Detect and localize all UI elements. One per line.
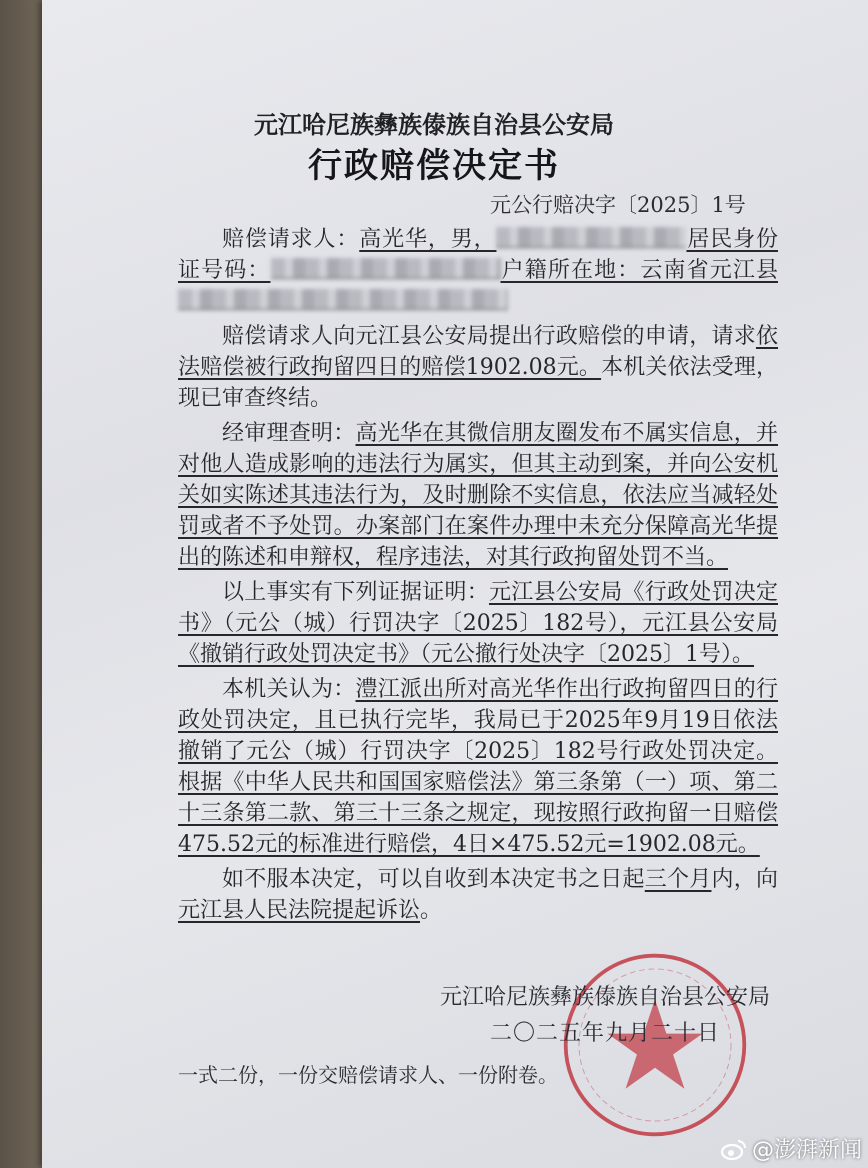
weibo-icon bbox=[720, 1138, 748, 1160]
signature-date: 二〇二五年九月二十日 bbox=[490, 1021, 721, 1046]
text: 本机关依法受理，现已审查终结。 bbox=[178, 355, 778, 411]
underlined-text: 三个月 bbox=[644, 867, 712, 892]
text: 本机关认为： bbox=[222, 677, 356, 702]
claimant-label: 赔偿请求人： bbox=[222, 227, 360, 252]
findings-paragraph bbox=[178, 418, 778, 573]
decision-paragraph bbox=[178, 674, 778, 860]
claimant-name: 高光华，男， bbox=[359, 227, 497, 252]
underlined-text: 元江县人民法院提起诉讼 bbox=[178, 898, 421, 923]
request-paragraph bbox=[178, 321, 778, 414]
watermark bbox=[720, 1133, 862, 1164]
redacted-info bbox=[496, 227, 686, 248]
evidence-paragraph bbox=[178, 577, 778, 670]
claimant-paragraph bbox=[178, 224, 778, 317]
document-number: 元公行赔决字〔2025〕1号 bbox=[490, 193, 746, 217]
underlined-text: 元江县公安局《行政处罚决定书》（元公（城）行罚决字〔2025〕182号），元江县公安局《撤销行政处罚决定书》（元公撤行处决字〔2025〕1号）。 bbox=[178, 580, 778, 667]
text: 。 bbox=[420, 898, 443, 923]
appeal-paragraph bbox=[178, 864, 778, 926]
text: 如不服本决定，可以自收到本决定书之日起 bbox=[222, 867, 645, 892]
text: 以上事实有下列证据证明： bbox=[222, 580, 489, 605]
issuer-heading: 元江哈尼族彝族傣族自治县公安局 bbox=[254, 110, 614, 139]
redacted-id bbox=[271, 258, 501, 279]
document-title: 行政赔偿决定书 bbox=[308, 146, 560, 186]
redacted-address bbox=[178, 289, 508, 310]
text: 经审理查明： bbox=[222, 421, 356, 446]
signature-issuer: 元江哈尼族彝族傣族自治县公安局 bbox=[440, 985, 771, 1010]
residence-label: 户籍所在地：云南省元江县 bbox=[500, 258, 778, 283]
watermark-text: @澎湃新闻 bbox=[751, 1138, 862, 1163]
underlined-text: 依法赔偿被行政拘留四日的赔偿1902.08元。 bbox=[178, 324, 778, 380]
document-body bbox=[178, 224, 778, 930]
text: 赔偿请求人向元江县公安局提出行政赔偿的申请，请求 bbox=[222, 324, 756, 349]
underlined-text: 高光华在其微信朋友圈发布不属实信息，并对他人造成影响的违法行为属实，但其主动到案，并向公安机关如实陈述其违法行为，及时删除不实信息，依法应当减轻处罚或者不予处罚。办案部门在案件办理中未充分保障高光华提出的陈述和申辩权，程序违法，对其行政拘留处罚不当。 bbox=[178, 421, 778, 570]
underlined-text: 澧江派出所对高光华作出行政拘留四日的行政处罚决定，且已执行完毕，我局已于2025年9月19日依法撤销了元公（城）行罚决字〔2025〕182号行政处罚决定。根据《中华人民共和国国家赔偿法》第三条第（一）项、第二十三条第二款、第三十三条之规定，现按照行政拘留一日赔偿475.52元的标准进行赔偿，4日×475.52元=1902.08元。 bbox=[178, 677, 778, 857]
copies-note: 一式二份，一份交赔偿请求人、一份附卷。 bbox=[178, 1063, 558, 1087]
id-label: 居民身份证号码： bbox=[178, 227, 778, 283]
text: 内，向 bbox=[711, 867, 778, 892]
